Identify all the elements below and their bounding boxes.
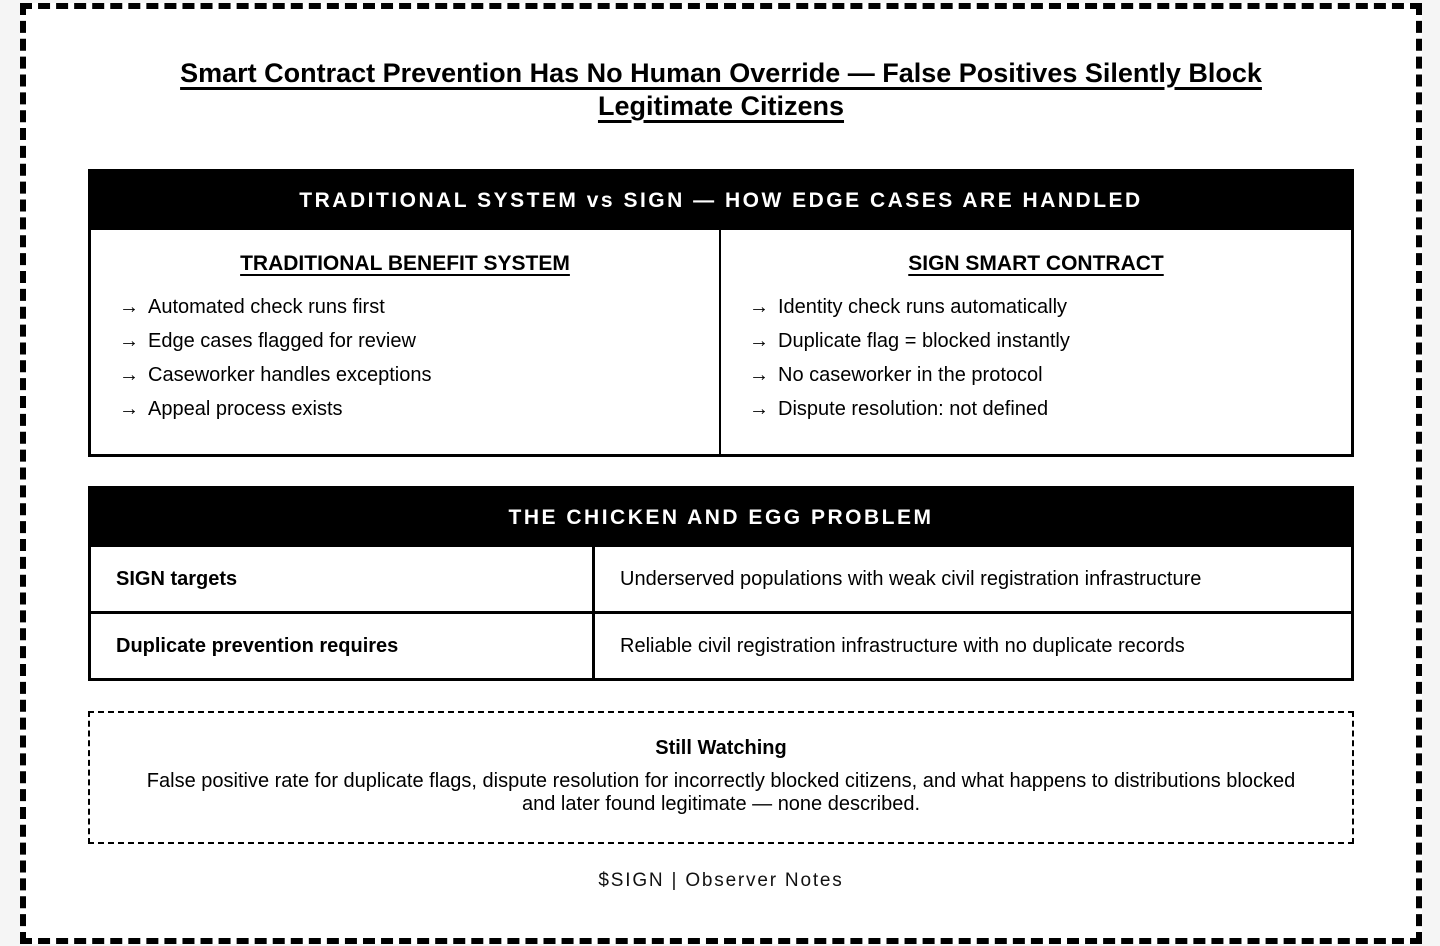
comparison-table-header: TRADITIONAL SYSTEM vs SIGN — HOW EDGE CASES ARE HANDLED bbox=[91, 172, 1351, 230]
page-title-line-1: Smart Contract Prevention Has No Human Override — False Positives Silently Block bbox=[180, 58, 1262, 88]
list-item bbox=[749, 324, 1323, 358]
page-title-line-2: Legitimate Citizens bbox=[597, 91, 845, 121]
list-item-text: Duplicate flag = blocked instantly bbox=[778, 330, 1070, 352]
page-title bbox=[88, 57, 1354, 123]
row-label: SIGN targets bbox=[91, 547, 595, 611]
sign-column-title: SIGN SMART CONTRACT bbox=[908, 252, 1164, 275]
list-item bbox=[749, 358, 1323, 392]
traditional-column-list bbox=[119, 290, 691, 426]
document-sheet bbox=[20, 3, 1422, 944]
list-item-text: Appeal process exists bbox=[148, 398, 343, 420]
arrow-icon: → bbox=[749, 296, 769, 318]
table-row bbox=[91, 611, 1351, 678]
list-item-text: No caseworker in the protocol bbox=[778, 364, 1043, 386]
still-watching-title: Still Watching bbox=[655, 737, 787, 759]
sign-column-list bbox=[749, 290, 1323, 426]
chicken-egg-table-header: THE CHICKEN AND EGG PROBLEM bbox=[91, 489, 1351, 547]
arrow-icon: → bbox=[119, 364, 139, 386]
arrow-icon: → bbox=[119, 330, 139, 352]
list-item bbox=[119, 290, 691, 324]
list-item bbox=[119, 324, 691, 358]
list-item bbox=[749, 290, 1323, 324]
list-item-text: Dispute resolution: not defined bbox=[778, 398, 1049, 420]
still-watching-body: False positive rate for duplicate flags, dispute resolution for incorrectly blocked citizens, and what happens to distributions blocked and later found legitimate — none described. bbox=[146, 770, 1296, 815]
traditional-system-column bbox=[91, 230, 721, 454]
arrow-icon: → bbox=[749, 398, 769, 420]
list-item-text: Identity check runs automatically bbox=[778, 296, 1068, 318]
list-item-text: Caseworker handles exceptions bbox=[148, 364, 432, 386]
arrow-icon: → bbox=[119, 296, 139, 318]
row-value: Reliable civil registration infrastructure with no duplicate records bbox=[620, 634, 1185, 657]
list-item bbox=[749, 392, 1323, 426]
arrow-icon: → bbox=[749, 364, 769, 386]
list-item-text: Automated check runs first bbox=[148, 296, 385, 318]
list-item bbox=[119, 392, 691, 426]
sign-contract-column bbox=[721, 230, 1351, 454]
table-row bbox=[91, 547, 1351, 611]
chicken-egg-table bbox=[88, 486, 1354, 681]
document-content bbox=[26, 57, 1416, 946]
traditional-column-title: TRADITIONAL BENEFIT SYSTEM bbox=[240, 252, 570, 275]
list-item bbox=[119, 358, 691, 392]
comparison-table bbox=[88, 169, 1354, 457]
still-watching-box bbox=[88, 711, 1354, 844]
arrow-icon: → bbox=[119, 398, 139, 420]
footer-note: $SIGN | Observer Notes bbox=[598, 870, 844, 891]
row-value: Underserved populations with weak civil registration infrastructure bbox=[620, 567, 1202, 590]
list-item-text: Edge cases flagged for review bbox=[148, 330, 416, 352]
comparison-table-body bbox=[91, 230, 1351, 454]
row-label: Duplicate prevention requires bbox=[91, 614, 595, 678]
arrow-icon: → bbox=[749, 330, 769, 352]
